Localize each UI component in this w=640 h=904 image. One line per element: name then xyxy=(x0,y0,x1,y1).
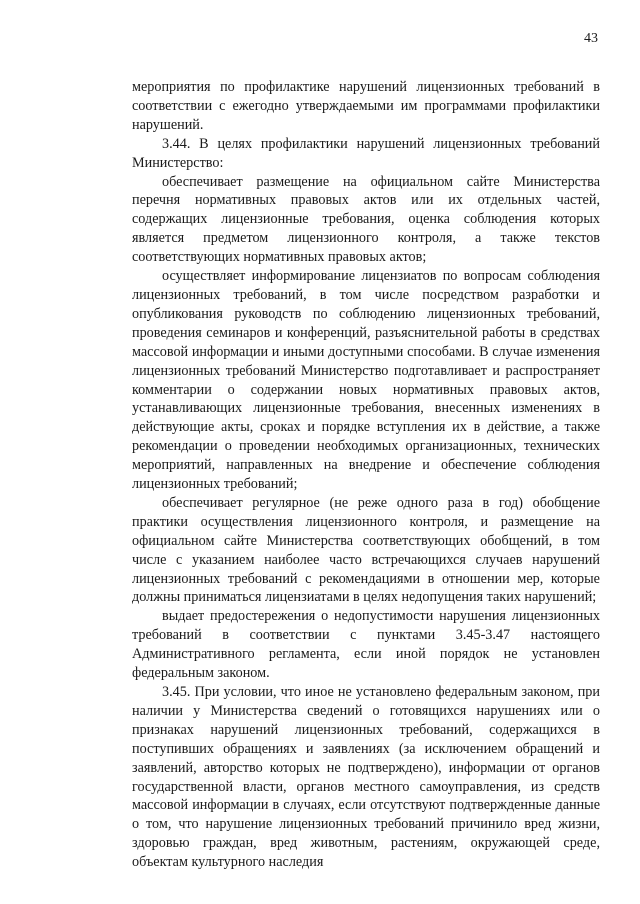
page-number: 43 xyxy=(584,31,598,46)
paragraph-item-informing: осуществляет информирование лицензиатов по вопросам соблюдения лицензионных требований, в том числе посредством разработки и опубликования руководств по соблюдению лицензионных требований, проведения семинаров и конференций, разъяснительной работы в средствах массовой информации и иными доступными способами. В случае изменения лицензионных требований Министерство подготавливает и распространяет комментарии о содержании новых нормативных правовых актов, устанавливающих лицензионные требования, внесенных изменениях в действующие акты, сроках и порядке вступления их в действие, а также рекомендации о проведении необходимых организационных, технических мероприятий, направленных на внедрение и обеспечение соблюдения лицензионных требований; xyxy=(132,268,600,493)
paragraph-clause-3-45: 3.45. При условии, что иное не установлено федеральным законом, при наличии у Министерства сведений о готовящихся нарушениях или о признаках нарушений лицензионных требований, содержащихся в поступивших обращениях и заявлениях (за исключением обращений и заявлений, авторство которых не подтверждено), информации от органов государственной власти, органов местного самоуправления, из средств массовой информации в случаях, если отсутствуют подтвержденные данные о том, что нарушение лицензионных требований причинило вред жизни, здоровью граждан, вред животным, растениям, окружающей среде, объектам культурного наследия xyxy=(132,684,600,871)
paragraph-item-publication: обеспечивает размещение на официальном сайте Министерства перечня нормативных правовых актов или их отдельных частей, содержащих лицензионные требования, оценка соблюдения которых является предметом лицензионного контроля, а также текстов соответствующих нормативных правовых актов; xyxy=(132,173,600,266)
paragraph-item-warnings: выдает предостережения о недопустимости нарушения лицензионных требований в соответствии с пунктами 3.45-3.47 настоящего Административного регламента, если иной порядок не установлен федеральным законом. xyxy=(132,608,600,682)
document-body xyxy=(132,78,600,872)
paragraph-clause-3-44: 3.44. В целях профилактики нарушений лицензионных требований Министерство: xyxy=(132,135,600,171)
paragraph-item-generalization: обеспечивает регулярное (не реже одного раза в год) обобщение практики осуществления лицензионного контроля, и размещение на официальном сайте Министерства соответствующих обобщений, в том числе с указанием наиболее часто встречающихся случаев нарушений лицензионных требований с рекомендациями в отношении мер, которые должны приниматься лицензиатами в целях недопущения таких нарушений; xyxy=(132,494,600,606)
paragraph-continuation: мероприятия по профилактике нарушений лицензионных требований в соответствии с ежегодно утверждаемыми им программами профилактики нарушений. xyxy=(132,79,600,133)
